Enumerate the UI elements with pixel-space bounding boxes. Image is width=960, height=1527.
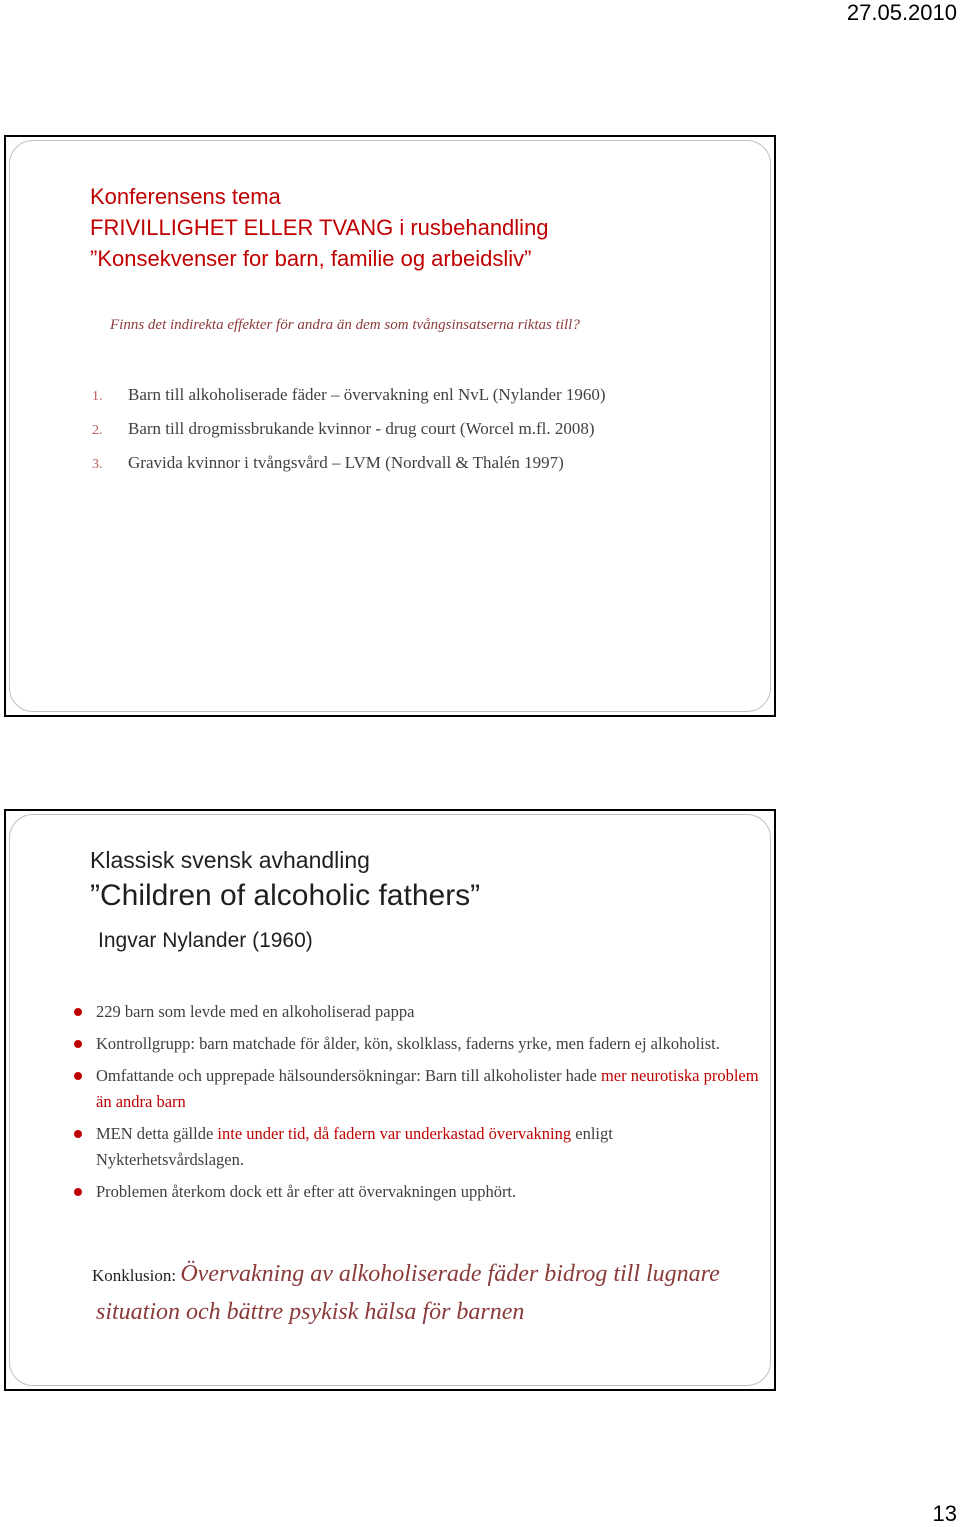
bullet-dot-icon (74, 1188, 82, 1196)
slide-title-line-2: FRIVILLIGHET ELLER TVANG i rusbehandling (90, 215, 549, 240)
bullet-highlight: mer neurotiska problem än andra barn (96, 1066, 759, 1111)
conclusion-line-2: situation och bättre psykisk hälsa för barnen (96, 1299, 525, 1325)
slide-subtitle: Finns det indirekta effekter för andra än dem som tvångsinsatserna riktas till? (110, 317, 580, 333)
slide-classic-dissertation (4, 809, 776, 1391)
list-number: 1. (92, 389, 103, 404)
list-number: 2. (92, 423, 103, 438)
topic-list (92, 379, 606, 481)
bullet-dot-icon (74, 1040, 82, 1048)
bullet-highlight: inte under tid, då fadern var underkastad övervakning (217, 1124, 572, 1143)
bullet-text: Problemen återkom dock ett år efter att övervakningen upphört. (96, 1182, 517, 1201)
list-item (92, 413, 606, 447)
list-text: Gravida kvinnor i tvångsvård – LVM (Nordvall & Thalén 1997) (128, 453, 564, 472)
bullet-text: enligt Nykterhetsvårdslagen. (96, 1124, 613, 1169)
page-date: 27.05.2010 (846, 0, 957, 25)
list-text: Barn till alkoholiserade fäder – övervakning enl NvL (Nylander 1960) (128, 385, 606, 404)
list-text: Barn till drogmissbrukande kvinnor - drug court (Worcel m.fl. 2008) (128, 419, 595, 438)
bullet-item (74, 1179, 764, 1205)
bullet-dot-icon (74, 1072, 82, 1080)
bullet-item (74, 1031, 764, 1057)
conclusion-text: Övervakning av alkoholiserade fäder bidrog till lugnare (180, 1261, 720, 1287)
list-item (92, 447, 606, 481)
bullet-item (74, 1121, 764, 1173)
bullet-text: MEN detta gällde (96, 1124, 218, 1143)
bullet-list (74, 999, 764, 1211)
bullet-dot-icon (74, 1008, 82, 1016)
bullet-item (74, 999, 764, 1025)
list-item (92, 379, 606, 413)
slide-title-line-3: ”Konsekvenser for barn, familie og arbeidsliv” (90, 246, 532, 271)
bullet-dot-icon (74, 1130, 82, 1138)
bullet-text: Kontrollgrupp: barn matchade för ålder, kön, skolklass, faderns yrke, men fadern ej alkoholist. (96, 1034, 720, 1053)
slide-author: Ingvar Nylander (1960) (98, 929, 313, 952)
bullet-text: 229 barn som levde med en alkoholiserad pappa (96, 1002, 415, 1021)
conclusion-line-1 (92, 1261, 720, 1288)
slide-heading: Klassisk svensk avhandling (90, 847, 370, 873)
page-number: 13 (932, 1501, 957, 1526)
bullet-text: Omfattande och upprepade hälsoundersökningar: Barn till alkoholister hade (96, 1066, 601, 1085)
slide-title: ”Children of alcoholic fathers” (90, 879, 481, 912)
slide-title-line-1: Konferensens tema (90, 184, 281, 209)
bullet-item (74, 1063, 764, 1115)
slide-conference-theme (4, 135, 776, 717)
list-number: 3. (92, 457, 103, 472)
conclusion-label: Konklusion: (92, 1266, 181, 1285)
